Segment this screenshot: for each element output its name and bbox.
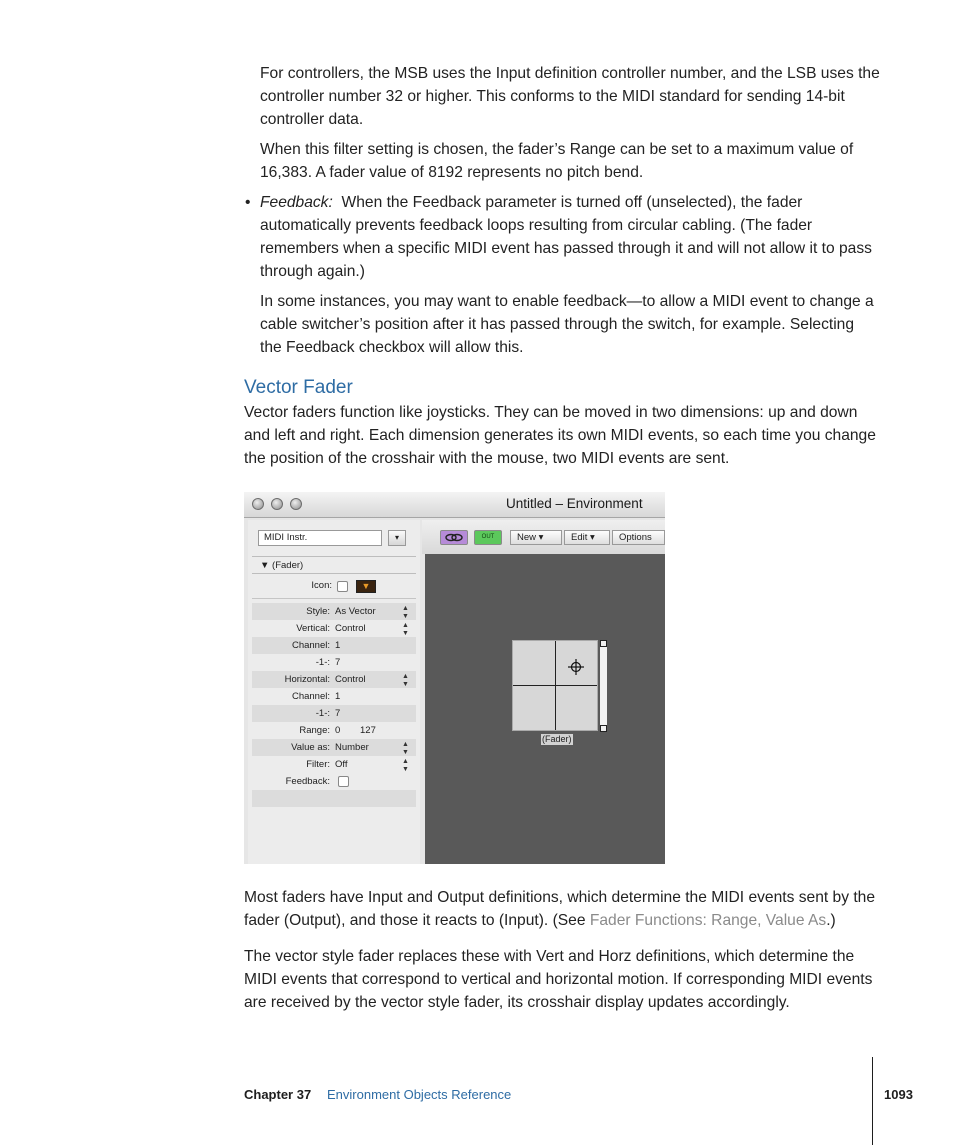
param-label: -1-: [315, 657, 330, 668]
horizontal-axis-line [513, 685, 597, 686]
icon-label: Icon: [311, 580, 332, 591]
crosshair-icon[interactable] [568, 659, 584, 675]
environment-toolbar [422, 520, 665, 554]
param-label: Horizontal: [284, 674, 330, 685]
environment-window-screenshot [244, 492, 665, 864]
param-label: -1-: [315, 708, 330, 719]
window-title: Untitled – Environment [506, 496, 643, 511]
param-value[interactable]: 0 [335, 725, 341, 736]
close-window-button[interactable] [252, 498, 264, 510]
param-row [252, 688, 416, 705]
paragraph-input-output [244, 886, 880, 932]
paragraph-msb-lsb: For controllers, the MSB uses the Input definition controller number, and the LSB uses the controller number 32 or higher. This conforms to the MIDI standard for sending 14-bit controller data. [260, 65, 880, 128]
param-value[interactable]: 7 [335, 708, 341, 719]
stepper-arrows-icon[interactable]: ▲ ▼ [402, 673, 409, 688]
param-row [252, 756, 416, 773]
footer-chapter: Chapter 37 [244, 1087, 312, 1102]
paragraph-enable-feedback: In some instances, you may want to enable feedback—to allow a MIDI event to change a cable switcher’s position after it has passed through the switch, for example. Selecting the Feedback checkbox will allow this. [260, 293, 874, 356]
paragraph-feedback [260, 191, 880, 283]
edit-menu[interactable]: Edit ▾ [564, 530, 610, 545]
param-row [252, 705, 416, 722]
minimize-window-button[interactable] [271, 498, 283, 510]
param-row [252, 722, 416, 739]
paragraph-vert-horz: The vector style fader replaces these with Vert and Horz definitions, which determine the MIDI events that correspond to vertical and horizontal motion. If corresponding MIDI events are received by the vector style fader, its crosshair display updates accordingly. [244, 948, 873, 1011]
param-label: Channel: [291, 691, 330, 702]
param-label: Style: [306, 606, 330, 617]
fader-cable-strip [600, 640, 607, 731]
layer-select[interactable]: MIDI Instr. [258, 530, 382, 546]
feedback-text: When the Feedback parameter is turned off (unselected), the fader automatically prevents feedback loops resulting from circular cabling. (The fader remembers when a specific MIDI event has passed through it and will not allow it to pass through again.) [260, 194, 872, 280]
feedback-checkbox[interactable] [338, 776, 349, 787]
environment-canvas [425, 554, 665, 864]
options-menu[interactable]: Options [612, 530, 665, 545]
param-label: Vertical: [296, 623, 330, 634]
paragraph-pitch-bend: When this filter setting is chosen, the fader’s Range can be set to a maximum value of 16,383. A fader value of 8192 represents no pitch bend. [260, 141, 854, 181]
param-row [252, 620, 416, 637]
fader-section-header[interactable]: ▼ (Fader) [252, 556, 416, 574]
param-row-feedback [252, 773, 416, 790]
param-row [252, 671, 416, 688]
section-heading: Vector Fader [244, 377, 353, 398]
param-value[interactable]: As Vector [335, 606, 376, 617]
param-value[interactable]: Control [335, 623, 366, 634]
layer-select-arrow[interactable]: ▾ [388, 530, 406, 546]
param-value[interactable]: Off [335, 759, 348, 770]
paragraph-input-output-end: .) [826, 912, 836, 929]
param-label: Channel: [291, 640, 330, 651]
param-label: Value as: [291, 742, 330, 753]
paragraph-input-output-text: Most faders have Input and Output definitions, which determine the MIDI events sent by the fader (Output), and those it reacts to (Input). (See [244, 889, 876, 929]
paragraph-vector-intro: Vector faders function like joysticks. They can be moved in two dimensions: up and down and left and right. Each dimension generates its own MIDI events, so each time you change the position of the crosshair with the mouse, two MIDI events are sent. [244, 404, 876, 467]
fader-functions-link[interactable]: Fader Functions: Range, Value As [589, 912, 827, 929]
page-number: 1093 [884, 1087, 913, 1102]
param-value[interactable]: Control [335, 674, 366, 685]
feedback-term: Feedback: [260, 194, 333, 211]
zoom-window-button[interactable] [290, 498, 302, 510]
output-port-icon[interactable] [600, 640, 607, 647]
bullet: • [245, 194, 251, 211]
param-label: Range: [299, 725, 330, 736]
param-value[interactable]: Number [335, 742, 369, 753]
window-titlebar [244, 492, 665, 518]
stepper-arrows-icon[interactable]: ▲ ▼ [402, 758, 409, 773]
input-port-icon[interactable] [600, 725, 607, 732]
icon-checkbox[interactable] [337, 581, 348, 592]
param-value[interactable]: 7 [335, 657, 341, 668]
param-row [252, 603, 416, 620]
link-icon [441, 531, 467, 544]
midi-out-button[interactable]: OUT [474, 530, 502, 545]
param-row [252, 654, 416, 671]
stepper-arrows-icon[interactable]: ▲ ▼ [402, 741, 409, 756]
stepper-arrows-icon[interactable]: ▲ ▼ [402, 622, 409, 637]
fader-name-label: (Fader) [542, 734, 572, 744]
vector-fader[interactable] [512, 640, 598, 731]
fader-icon[interactable]: ▼ [356, 580, 376, 593]
new-menu[interactable]: New ▾ [510, 530, 562, 545]
param-row-empty [252, 790, 416, 807]
param-value-max[interactable]: 127 [360, 725, 376, 736]
footer-chapter-title[interactable]: Environment Objects Reference [327, 1087, 512, 1102]
param-label: Filter: [306, 759, 330, 770]
icon-row [252, 576, 416, 599]
param-row [252, 637, 416, 654]
link-button[interactable] [440, 530, 468, 545]
footer-divider [872, 1057, 873, 1145]
stepper-arrows-icon[interactable]: ▲ ▼ [402, 605, 409, 620]
param-row [252, 739, 416, 756]
param-value[interactable]: 1 [335, 691, 341, 702]
feedback-label: Feedback: [285, 776, 330, 787]
param-value[interactable]: 1 [335, 640, 341, 651]
